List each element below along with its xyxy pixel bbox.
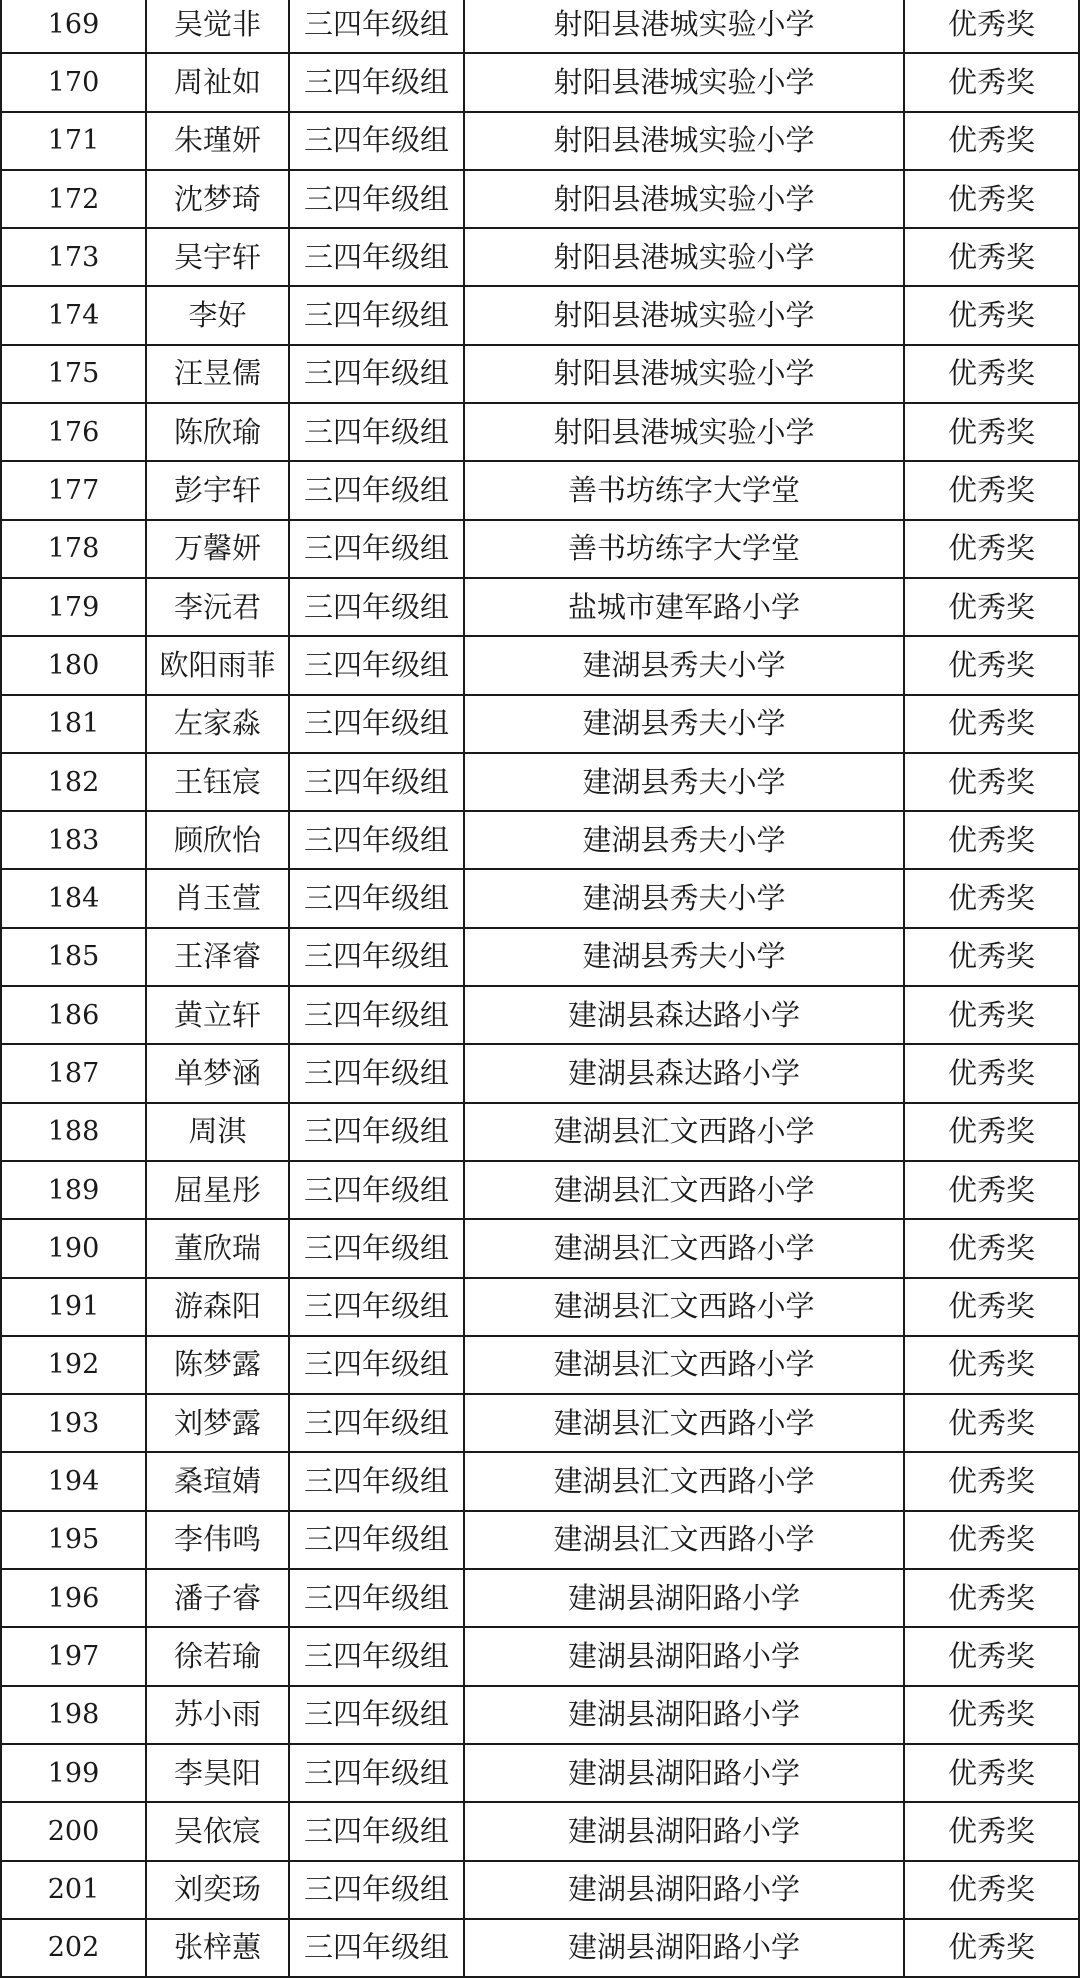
- student-name-cell: 潘子睿: [146, 1569, 289, 1627]
- award-level-cell: 优秀奖: [904, 1161, 1079, 1219]
- grade-group-cell: 三四年级组: [289, 345, 464, 403]
- award-level-cell: 优秀奖: [904, 1861, 1079, 1919]
- grade-group-cell: 三四年级组: [289, 1569, 464, 1627]
- school-name-cell: 建湖县湖阳路小学: [464, 1861, 904, 1919]
- school-name-cell: 盐城市建军路小学: [464, 578, 904, 636]
- row-number-cell: 197: [1, 1627, 146, 1685]
- school-name-cell: 善书坊练字大学堂: [464, 461, 904, 519]
- student-name-cell: 李昊阳: [146, 1744, 289, 1802]
- table-row: [1, 170, 1079, 228]
- row-number-cell: 169: [1, 0, 146, 53]
- table-row: [1, 0, 1079, 53]
- student-name-cell: 万馨妍: [146, 520, 289, 578]
- table-row: [1, 928, 1079, 986]
- award-level-cell: 优秀奖: [904, 636, 1079, 694]
- table-row: [1, 1336, 1079, 1394]
- student-name-cell: 苏小雨: [146, 1686, 289, 1744]
- award-level-cell: 优秀奖: [904, 1103, 1079, 1161]
- grade-group-cell: 三四年级组: [289, 1919, 464, 1977]
- school-name-cell: 建湖县秀夫小学: [464, 695, 904, 753]
- row-number-cell: 180: [1, 636, 146, 694]
- table-row: [1, 1394, 1079, 1452]
- grade-group-cell: 三四年级组: [289, 228, 464, 286]
- grade-group-cell: 三四年级组: [289, 112, 464, 170]
- award-level-cell: 优秀奖: [904, 228, 1079, 286]
- award-level-cell: 优秀奖: [904, 695, 1079, 753]
- row-number-cell: 198: [1, 1686, 146, 1744]
- table-row: [1, 228, 1079, 286]
- student-name-cell: 左家淼: [146, 695, 289, 753]
- table-row: [1, 753, 1079, 811]
- student-name-cell: 董欣瑞: [146, 1219, 289, 1277]
- row-number-cell: 188: [1, 1103, 146, 1161]
- row-number-cell: 186: [1, 986, 146, 1044]
- grade-group-cell: 三四年级组: [289, 1627, 464, 1685]
- student-name-cell: 李沅君: [146, 578, 289, 636]
- row-number-cell: 201: [1, 1861, 146, 1919]
- table-row: [1, 1219, 1079, 1277]
- grade-group-cell: 三四年级组: [289, 53, 464, 111]
- grade-group-cell: 三四年级组: [289, 695, 464, 753]
- student-name-cell: 单梦涵: [146, 1044, 289, 1102]
- grade-group-cell: 三四年级组: [289, 1103, 464, 1161]
- row-number-cell: 194: [1, 1452, 146, 1510]
- award-level-cell: 优秀奖: [904, 928, 1079, 986]
- table-row: [1, 1802, 1079, 1860]
- row-number-cell: 183: [1, 811, 146, 869]
- grade-group-cell: 三四年级组: [289, 1044, 464, 1102]
- student-name-cell: 吴觉非: [146, 0, 289, 53]
- row-number-cell: 190: [1, 1219, 146, 1277]
- table-row: [1, 1044, 1079, 1102]
- award-level-cell: 优秀奖: [904, 461, 1079, 519]
- student-name-cell: 游森阳: [146, 1278, 289, 1336]
- grade-group-cell: 三四年级组: [289, 928, 464, 986]
- award-level-cell: 优秀奖: [904, 520, 1079, 578]
- row-number-cell: 195: [1, 1511, 146, 1569]
- row-number-cell: 177: [1, 461, 146, 519]
- student-name-cell: 吴宇轩: [146, 228, 289, 286]
- grade-group-cell: 三四年级组: [289, 1161, 464, 1219]
- student-name-cell: 李伟鸣: [146, 1511, 289, 1569]
- table-row: [1, 112, 1079, 170]
- table-row: [1, 403, 1079, 461]
- table-row: [1, 53, 1079, 111]
- grade-group-cell: 三四年级组: [289, 1394, 464, 1452]
- table-row: [1, 1919, 1079, 1977]
- row-number-cell: 175: [1, 345, 146, 403]
- award-level-cell: 优秀奖: [904, 753, 1079, 811]
- student-name-cell: 徐若瑜: [146, 1627, 289, 1685]
- row-number-cell: 200: [1, 1802, 146, 1860]
- award-level-cell: 优秀奖: [904, 345, 1079, 403]
- grade-group-cell: 三四年级组: [289, 636, 464, 694]
- school-name-cell: 善书坊练字大学堂: [464, 520, 904, 578]
- school-name-cell: 建湖县湖阳路小学: [464, 1627, 904, 1685]
- student-name-cell: 陈欣瑜: [146, 403, 289, 461]
- grade-group-cell: 三四年级组: [289, 520, 464, 578]
- school-name-cell: 建湖县湖阳路小学: [464, 1744, 904, 1802]
- school-name-cell: 建湖县汇文西路小学: [464, 1511, 904, 1569]
- grade-group-cell: 三四年级组: [289, 1802, 464, 1860]
- award-level-cell: 优秀奖: [904, 869, 1079, 927]
- award-level-cell: 优秀奖: [904, 1511, 1079, 1569]
- award-level-cell: 优秀奖: [904, 403, 1079, 461]
- award-level-cell: 优秀奖: [904, 1219, 1079, 1277]
- award-level-cell: 优秀奖: [904, 53, 1079, 111]
- row-number-cell: 191: [1, 1278, 146, 1336]
- student-name-cell: 刘奕玚: [146, 1861, 289, 1919]
- table-row: [1, 1627, 1079, 1685]
- row-number-cell: 182: [1, 753, 146, 811]
- award-table-body: [1, 0, 1079, 1977]
- student-name-cell: 黄立轩: [146, 986, 289, 1044]
- grade-group-cell: 三四年级组: [289, 986, 464, 1044]
- grade-group-cell: 三四年级组: [289, 753, 464, 811]
- row-number-cell: 184: [1, 869, 146, 927]
- grade-group-cell: 三四年级组: [289, 1336, 464, 1394]
- student-name-cell: 彭宇轩: [146, 461, 289, 519]
- row-number-cell: 171: [1, 112, 146, 170]
- grade-group-cell: 三四年级组: [289, 1861, 464, 1919]
- table-row: [1, 811, 1079, 869]
- table-row: [1, 1103, 1079, 1161]
- grade-group-cell: 三四年级组: [289, 1511, 464, 1569]
- table-row: [1, 986, 1079, 1044]
- school-name-cell: 建湖县汇文西路小学: [464, 1278, 904, 1336]
- school-name-cell: 建湖县森达路小学: [464, 986, 904, 1044]
- award-level-cell: 优秀奖: [904, 1802, 1079, 1860]
- table-row: [1, 1452, 1079, 1510]
- school-name-cell: 射阳县港城实验小学: [464, 53, 904, 111]
- award-level-cell: 优秀奖: [904, 170, 1079, 228]
- row-number-cell: 196: [1, 1569, 146, 1627]
- row-number-cell: 172: [1, 170, 146, 228]
- award-level-cell: 优秀奖: [904, 1919, 1079, 1977]
- table-row: [1, 1511, 1079, 1569]
- row-number-cell: 192: [1, 1336, 146, 1394]
- grade-group-cell: 三四年级组: [289, 0, 464, 53]
- school-name-cell: 射阳县港城实验小学: [464, 403, 904, 461]
- table-row: [1, 1161, 1079, 1219]
- student-name-cell: 屈星彤: [146, 1161, 289, 1219]
- row-number-cell: 173: [1, 228, 146, 286]
- table-row: [1, 1569, 1079, 1627]
- grade-group-cell: 三四年级组: [289, 1219, 464, 1277]
- student-name-cell: 陈梦露: [146, 1336, 289, 1394]
- award-level-cell: 优秀奖: [904, 1278, 1079, 1336]
- award-level-cell: 优秀奖: [904, 1627, 1079, 1685]
- school-name-cell: 建湖县秀夫小学: [464, 869, 904, 927]
- student-name-cell: 刘梦露: [146, 1394, 289, 1452]
- grade-group-cell: 三四年级组: [289, 1278, 464, 1336]
- award-level-cell: 优秀奖: [904, 1744, 1079, 1802]
- row-number-cell: 170: [1, 53, 146, 111]
- grade-group-cell: 三四年级组: [289, 578, 464, 636]
- row-number-cell: 199: [1, 1744, 146, 1802]
- row-number-cell: 189: [1, 1161, 146, 1219]
- school-name-cell: 射阳县港城实验小学: [464, 112, 904, 170]
- student-name-cell: 欧阳雨菲: [146, 636, 289, 694]
- school-name-cell: 建湖县湖阳路小学: [464, 1802, 904, 1860]
- row-number-cell: 174: [1, 286, 146, 344]
- row-number-cell: 202: [1, 1919, 146, 1977]
- table-row: [1, 345, 1079, 403]
- award-level-cell: 优秀奖: [904, 1686, 1079, 1744]
- award-level-cell: 优秀奖: [904, 112, 1079, 170]
- table-row: [1, 286, 1079, 344]
- grade-group-cell: 三四年级组: [289, 170, 464, 228]
- table-row: [1, 1861, 1079, 1919]
- table-row: [1, 1278, 1079, 1336]
- table-row: [1, 1686, 1079, 1744]
- award-level-cell: 优秀奖: [904, 811, 1079, 869]
- student-name-cell: 顾欣怡: [146, 811, 289, 869]
- table-row: [1, 869, 1079, 927]
- school-name-cell: 建湖县汇文西路小学: [464, 1394, 904, 1452]
- row-number-cell: 181: [1, 695, 146, 753]
- grade-group-cell: 三四年级组: [289, 869, 464, 927]
- school-name-cell: 建湖县汇文西路小学: [464, 1219, 904, 1277]
- student-name-cell: 汪昱儒: [146, 345, 289, 403]
- student-name-cell: 王钰宸: [146, 753, 289, 811]
- school-name-cell: 建湖县湖阳路小学: [464, 1919, 904, 1977]
- school-name-cell: 射阳县港城实验小学: [464, 170, 904, 228]
- award-level-cell: 优秀奖: [904, 578, 1079, 636]
- student-name-cell: 李好: [146, 286, 289, 344]
- student-name-cell: 张梓蕙: [146, 1919, 289, 1977]
- grade-group-cell: 三四年级组: [289, 1744, 464, 1802]
- row-number-cell: 185: [1, 928, 146, 986]
- school-name-cell: 建湖县汇文西路小学: [464, 1336, 904, 1394]
- school-name-cell: 射阳县港城实验小学: [464, 228, 904, 286]
- school-name-cell: 建湖县秀夫小学: [464, 753, 904, 811]
- grade-group-cell: 三四年级组: [289, 811, 464, 869]
- school-name-cell: 建湖县秀夫小学: [464, 636, 904, 694]
- student-name-cell: 桑瑄婧: [146, 1452, 289, 1510]
- student-name-cell: 周淇: [146, 1103, 289, 1161]
- table-row: [1, 1744, 1079, 1802]
- award-level-cell: 优秀奖: [904, 1044, 1079, 1102]
- school-name-cell: 建湖县汇文西路小学: [464, 1103, 904, 1161]
- award-level-cell: 优秀奖: [904, 286, 1079, 344]
- student-name-cell: 王泽睿: [146, 928, 289, 986]
- school-name-cell: 建湖县秀夫小学: [464, 811, 904, 869]
- grade-group-cell: 三四年级组: [289, 286, 464, 344]
- school-name-cell: 建湖县湖阳路小学: [464, 1569, 904, 1627]
- row-number-cell: 193: [1, 1394, 146, 1452]
- school-name-cell: 射阳县港城实验小学: [464, 286, 904, 344]
- grade-group-cell: 三四年级组: [289, 461, 464, 519]
- school-name-cell: 建湖县秀夫小学: [464, 928, 904, 986]
- award-level-cell: 优秀奖: [904, 1394, 1079, 1452]
- student-name-cell: 吴依宸: [146, 1802, 289, 1860]
- table-row: [1, 695, 1079, 753]
- table-row: [1, 461, 1079, 519]
- school-name-cell: 射阳县港城实验小学: [464, 0, 904, 53]
- school-name-cell: 建湖县汇文西路小学: [464, 1161, 904, 1219]
- school-name-cell: 建湖县湖阳路小学: [464, 1686, 904, 1744]
- row-number-cell: 187: [1, 1044, 146, 1102]
- award-level-cell: 优秀奖: [904, 1336, 1079, 1394]
- grade-group-cell: 三四年级组: [289, 403, 464, 461]
- student-name-cell: 朱瑾妍: [146, 112, 289, 170]
- award-level-cell: 优秀奖: [904, 1569, 1079, 1627]
- student-name-cell: 肖玉萱: [146, 869, 289, 927]
- table-row: [1, 520, 1079, 578]
- school-name-cell: 建湖县森达路小学: [464, 1044, 904, 1102]
- student-name-cell: 周祉如: [146, 53, 289, 111]
- award-level-cell: 优秀奖: [904, 1452, 1079, 1510]
- table-row: [1, 578, 1079, 636]
- row-number-cell: 178: [1, 520, 146, 578]
- grade-group-cell: 三四年级组: [289, 1452, 464, 1510]
- table-row: [1, 636, 1079, 694]
- award-level-cell: 优秀奖: [904, 986, 1079, 1044]
- row-number-cell: 179: [1, 578, 146, 636]
- school-name-cell: 射阳县港城实验小学: [464, 345, 904, 403]
- student-name-cell: 沈梦琦: [146, 170, 289, 228]
- grade-group-cell: 三四年级组: [289, 1686, 464, 1744]
- school-name-cell: 建湖县汇文西路小学: [464, 1452, 904, 1510]
- row-number-cell: 176: [1, 403, 146, 461]
- award-level-cell: 优秀奖: [904, 0, 1079, 53]
